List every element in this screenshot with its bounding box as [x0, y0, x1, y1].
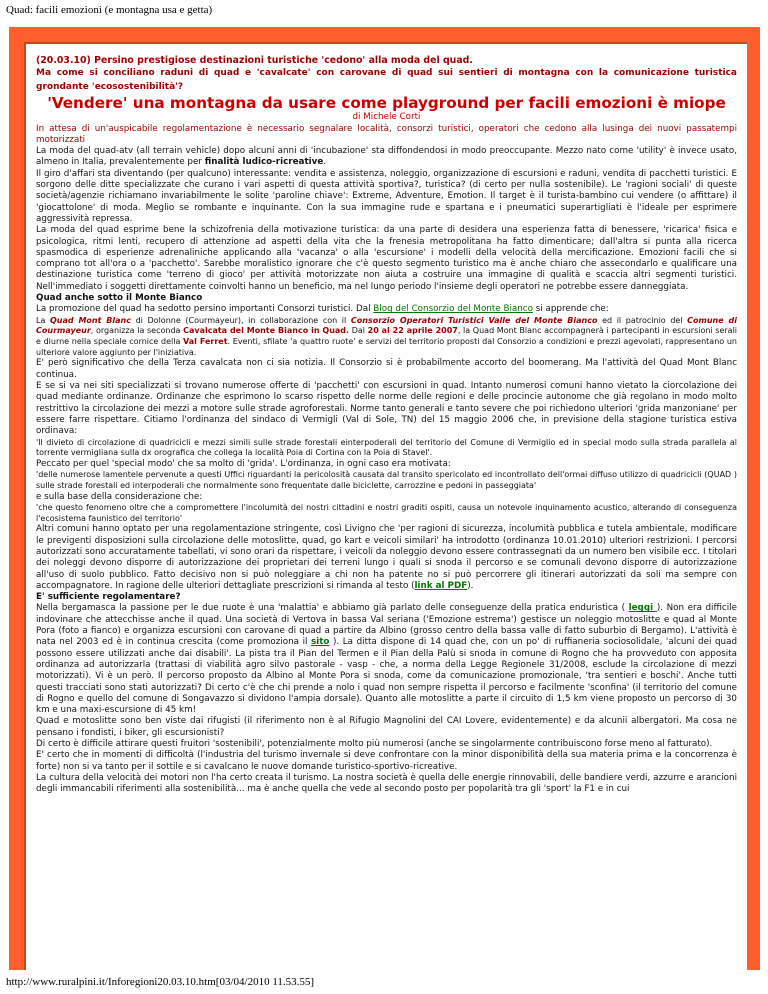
- quote-consorzio: La Quad Mont Blanc di Dolonne (Courmayeur), in collaborazione con il Consorzio Operatori Turistici Valle del Monte Bianco ed il patrocinio del Comune di Courmayeur, organizza la seconda Cavalcata del Monte Bianco in Quad. Dal 20 al 22 aprile 2007, la Quad Mont Blanc accompagnerà i partecipanti in escursioni serali e diurne nella speciale cornice della Val Ferret. Eventi, sfilate 'a quattro ruote' e servizi del territorio proposti dal Consorzio a condizioni e prezzi agevolati, rappresentano un ulteriore valore aggiunto per l'iniziativa.: [36, 315, 738, 357]
- browser-print-footer: http://www.ruralpini.it/Inforegioni20.03.10.htm[03/04/2010 11.53.55]: [6, 976, 315, 988]
- content-panel: [24, 42, 747, 970]
- quote-fenomeno: 'che questo fenomeno oltre che a compromettere l'incolumità dei nostri cittadini e nostri graditi ospiti, causa un notevole inquinamento acustico, alterando di conseguenza l'ecosistema faunistico del territorio': [36, 502, 737, 523]
- paragraph-9: Altri comuni hanno optato per una regolamentazione stringente, così Livigno che 'per ragioni di sicurezza, incolumità pubblica e tutela ambientale, modificare le previgenti disposizioni sulla circolazione delle motoslitte, quad, go kart e veicoli similari' ha introdotto (ordinanza 10.01.2010) ulteriori restrizioni. I percorsi autorizzati sono accuratamente tabellati, vi sono orari da rispettare, i veicoli da noleggio devono essere contrassegnati da un numero ben visibile ecc. I titolari dei noleggi devono disporre di autorizzazione dei proprietari dei terreni lungo i quali si snoda il percorso e se comunali devono disporre di autorizzazione all'uso di suolo pubblico. Fatto decisivo non si può noleggiare a chi non ha patente no si può percorrere gli itinerari autorizzati da soli ma sempre con accompagnatore. In ragione delle ulteriori dettagliate prescrizioni si rimanda al testo (link al PDF).: [36, 524, 737, 591]
- article-subtitle: Ma come si conciliano raduni di quad e 'cavalcate' con carovane di quad sui sentieri di montagna con la comunicazione turistica grondante 'ecosostenibilità'?: [36, 68, 737, 92]
- sito-link[interactable]: sito: [311, 637, 330, 648]
- paragraph-4: La promozione del quad ha sedotto persino importanti Consorzi turistici. Dal Blog del Consorzio del Monte Bianco si apprende che:: [36, 304, 609, 315]
- leggi-link[interactable]: leggi: [628, 603, 657, 614]
- article-byline: di Michele Corti: [352, 112, 421, 123]
- pdf-link[interactable]: link al PDF: [414, 580, 468, 591]
- paragraph-11: Quad e motoslitte sono ben viste dai rifugisti (il riferimento non è al Rifugio Magnolini del CAI Lovere, evidentemente) e da alcunii albergatori. Ma cosa ne pensano i fondisti, i biker, gli escursionisti?: [36, 716, 737, 738]
- paragraph-8: e sulla base della considerazione che:: [36, 491, 203, 502]
- article-content: [36, 55, 737, 795]
- paragraph-10: Nella bergamasca la passione per le due ruote è una 'malattia' e abbiamo già parlato delle conseguenze della pratica enduristica ( leggi ). Non era difficile indovinare che attecchisse anche il quad. Una società di Vertova in bassa Val seriana ('Emozione estrema') gestisce un noleggio motoslitte e quad al Monte Pora (foto a fianco) e organizza escursioni con carovane di quad a partire da Albino (grosso centro della bassa valle di fatto suburbio di Bergamo). L'attività è nata nel 2003 ed è in continua crescita (come promoziona il sito ). La ditta dispone di 14 quad che, con un po' di ruffianeria sociosolidale, 'alcuni dei quad possono essere utilizzati anche dai disabili'. La pista tra il Pian del Termen e il Pian della Palù si snoda in comune di Rogno che ha provveduto con apposita ordinanza ad autorizzarla (trattasi di viabilità agro silvo pastorale - vasp - che, a norma della Legge Regionele 31/2008, esclude la circolazione di mezzi motorizzati). Vi è un però. Il percorso proposto da Albino al Monte Pora si snoda, come da comunicazione promozionale, 'tra sentieri e boschi'. Anche tutti questi tracciati sono stati autorizzati? Di certo c'è che chi prende a nolo i quad non sempre rispetta il percorso e facilmente 'sconfina' (il territorio del comune di Rogno e quello del comune di Songavazzo si dividono l'ampia dorsale). Quanto alle motoslitte a parte il circuito di 1,5 km viene proposto un percorso di 30 km e una maxi-escursione di 45 km!: [36, 603, 737, 716]
- article-title: 'Vendere' una montagna da usare come playground per facili emozioni è miope: [47, 94, 726, 113]
- page-frame: [9, 27, 760, 970]
- paragraph-13: E' certo che in momenti di difficoltà (l'industria del turismo invernale si deve confrontare con la minor disponibilità della sua materia prima e la concorrenza è forte) non si va tanto per il sottile e si cavalcano le nuove domande turistico-sportivo-ricreative.: [36, 750, 737, 772]
- section-heading-regolamentare: E' sufficiente regolamentare?: [36, 592, 181, 603]
- article-intro: In attesa di un'auspicabile regolamentazione è necessario segnalare località, consorzi turistici, operatori che cedono alla lusinga dei nuovi passatempi motorizzati: [36, 123, 737, 145]
- paragraph-5: E' però significativo che della Terza cavalcata non ci sia notizia. Il Consorzio si è probabilmente accorto del boomerang. Ma l'attività del Quad Mont Blanc continua.: [36, 358, 737, 380]
- paragraph-2: Il giro d'affari sta diventando (per qualcuno) interessante: vendita e assistenza, noleggio, organizzazione di escursioni e raduni, vendita di pacchetti turistici. E sorgono delle ditte specializzate che curano i vari aspetti di questa attività sportiva?, turistica? (di certo per nulla sostenibile). Le 'ragioni sociali' di queste società/agenzie richiamano invariabilmente le solite 'paroline chiave': Extreme, Adventure, Emotion. Il target è il turista-bambino cui vendere (o affittare) il 'giocattolone' di moda. Meglio se rombante e inquinante. Con la sua immagine rude e spartana e i pneumatici superartigliati è l'ideale per esprimere aggressività repressa.: [36, 168, 737, 224]
- paragraph-3: La moda del quad esprime bene la schizofrenia della motivazione turistica: da una parte di desidera una esperienza fatta di benessere, 'ricarica' fisica e psicologica, ritmi lenti, recupero di attenzione ad aspetti della vita che la frenesia metropolitana ha fatto dimenticare; dall'altra si punta alla ricerca spasmodica di esperienze adrenaliniche applicando alla 'vacanza' o alla 'escursione' i modelli della velocità della mercificazione. Emozioni facili che si comprano tot all'ora o a 'pacchetto'. Sarebbe moralistico ignorare che c'è questo segmento turistico ma è anche chiaro che assecondarlo e qualificare una destinazione turistica come 'terreno di gioco' per attività motorizzate non aiuta a costruire una immagine di qualità e scaccia altri segmenti turistici. Nell'immediato i soggetti direttamente coinvolti hanno un beneficio, ma nel lungo periodo l'insieme degli operatori ne potrebbe essere danneggiata.: [36, 225, 737, 292]
- paragraph-6: E se si va nei siti specializzati si trovano numerose offerte di 'pacchetti' con escursioni in quad. Intanto numerosi comuni hanno vietato la ciorcolazione dei quad mediante ordinanze. Ordinanze che esprimono lo scarso rispetto delle norme delle regioni e delle procincie autonome che già regolano in modo molto restrittivo la circolazione dei mezzi a motore sulle strade agroforestali. Norme tanto generali e tanto severe che poi richiedono ulteriori 'grida manzoniane' per essere farre rispettare. Citiamo l'ordinanza del sindaco di Vermigli (Val di Sole, TN) del 15 maggio 2006 che, in previsione della stagione turistica estiva ordinava:: [36, 381, 737, 437]
- quote-lamentele: 'delle numerose lamentele pervenute a questi Uffici riguardanti la pericolosità causata dal transito spericolato ed incontrollato dell'ormai diffuso utilizzo di quadricicli (QUAD ) sulle strade forestali ed interpoderali che normalmente sono frequentate dalle biciclette, carrozzine e pedoni in passeggiata': [36, 470, 737, 490]
- paragraph-7: Peccato per quel 'special modo' che sa molto di 'grida'. L'ordinanza, in ogni caso era motivata:: [36, 458, 451, 469]
- paragraph-14: La cultura della velocità dei motori non l'ha certo creata il turismo. La nostra società è quella delle energie rinnovabili, delle bandiere verdi, azzurre e arancioni degli immancabili riferimenti alla sostenibilità... ma è anche quella che vede al secondo posto per popolarità tra gli 'sport' la F1 e in cui: [36, 772, 737, 795]
- blog-consorzio-link[interactable]: Blog del Consorzio del Monte Bianco: [373, 304, 533, 315]
- browser-print-title: Quad: facili emozioni (e montagna usa e getta): [6, 4, 213, 16]
- bold-phrase: finalità ludico-ricreative: [204, 157, 324, 168]
- paragraph-12: Di certo è difficile attirare questi fruitori 'sostenibili', potenzialmente molto più numerosi (anche se singolarmente contribuiscono forse meno al fatturato).: [36, 738, 713, 749]
- section-heading-monte-bianco: Quad anche sotto il Monte Bianco: [36, 293, 203, 304]
- paragraph-1: La moda del quad-atv (all terrain vehicle) dopo alcuni anni di 'incubazione' sta diffondendosi in modo preoccupante. Mezzo nato come 'utility' è invece usato, almeno in Italia, prevalentemente per finalità ludico-ricreative.: [36, 146, 737, 168]
- quote-ordinanza: 'Il divieto di circolazione di quadricicli e mezzi simili sulle strade forestali einterpoderali del territorio del Comune di Vermiglio ed in special modo sulla strada parallela al torrente vermigliana sulla dx orografica che collega la località Poia di Cortina con la Poia di Stavel'.: [36, 437, 737, 458]
- date-line: (20.03.10) Persino prestigiose destinazioni turistiche 'cedono' alla moda del quad.: [36, 55, 473, 66]
